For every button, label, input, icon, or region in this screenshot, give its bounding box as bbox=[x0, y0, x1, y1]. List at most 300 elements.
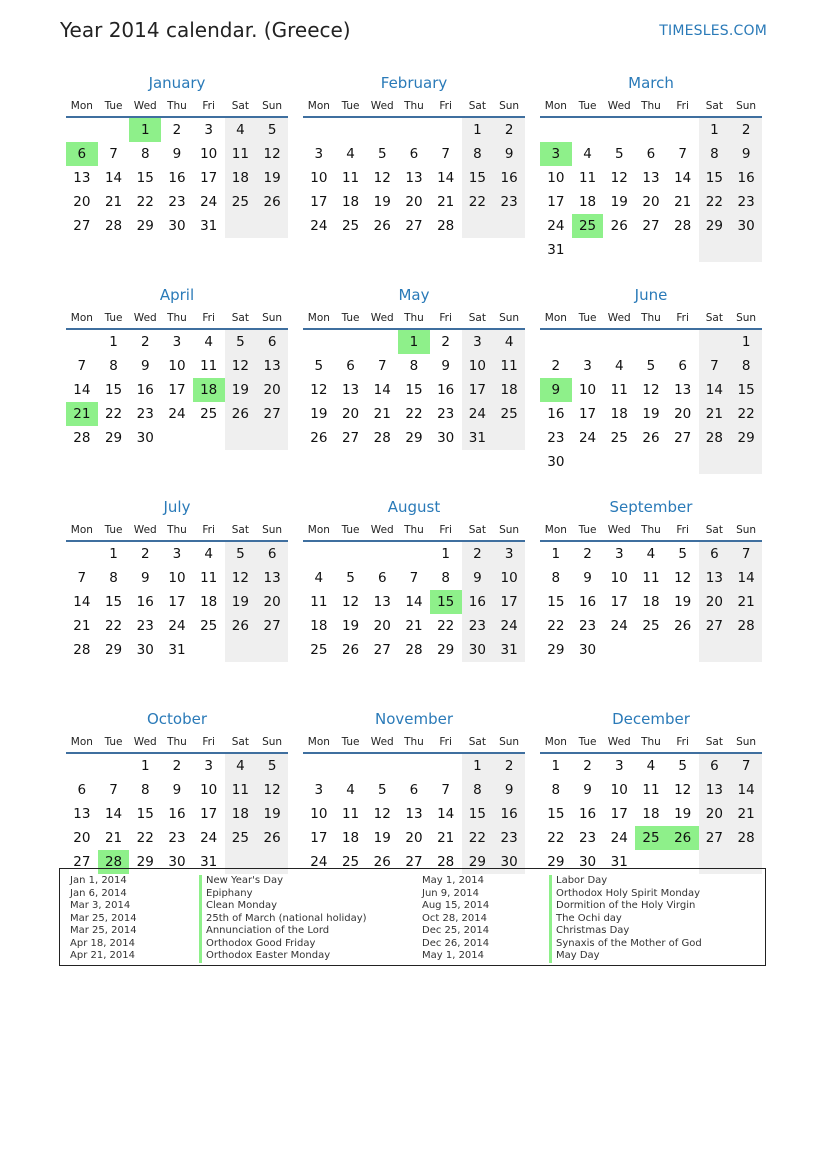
empty-cell bbox=[572, 117, 604, 142]
day-cell: 23 bbox=[462, 614, 494, 638]
day-cell: 27 bbox=[405, 218, 423, 234]
day-header: Thu bbox=[635, 308, 667, 329]
day-cell: 3 bbox=[204, 122, 213, 138]
day-header: Sat bbox=[225, 520, 257, 541]
day-header: Sun bbox=[730, 732, 762, 753]
empty-cell bbox=[66, 541, 98, 566]
empty-cell bbox=[66, 753, 98, 778]
day-cell: 23 bbox=[578, 618, 597, 634]
day-cell: 25 bbox=[493, 402, 525, 426]
day-cell: 1 bbox=[462, 753, 494, 778]
legend-dates-right bbox=[422, 875, 489, 963]
day-cell: 2 bbox=[172, 758, 182, 774]
month-table bbox=[66, 308, 288, 450]
day-cell: 23 bbox=[493, 826, 525, 850]
day-cell: 27 bbox=[73, 854, 91, 870]
day-cell: 1 bbox=[699, 117, 731, 142]
month-name: November bbox=[374, 710, 454, 728]
day-cell: 1 bbox=[140, 758, 150, 774]
day-cell: 19 bbox=[642, 406, 660, 422]
day-cell: 19 bbox=[674, 594, 692, 610]
day-cell: 20 bbox=[73, 830, 91, 846]
day-cell: 17 bbox=[168, 382, 186, 398]
day-cell: 23 bbox=[168, 194, 186, 210]
month-march bbox=[540, 72, 762, 284]
day-cell: 25 bbox=[225, 190, 257, 214]
holiday-date: May 1, 2014 bbox=[422, 875, 485, 886]
day-cell: 21 bbox=[437, 830, 455, 846]
day-cell: 21 bbox=[730, 590, 762, 614]
empty-cell bbox=[398, 117, 430, 142]
day-cell: 1 bbox=[462, 117, 494, 142]
day-cell: 12 bbox=[642, 382, 660, 398]
day-cell: 23 bbox=[437, 406, 455, 422]
day-cell: 9 bbox=[140, 570, 150, 586]
empty-cell bbox=[699, 450, 731, 474]
day-cell: 11 bbox=[200, 358, 218, 374]
day-cell: 14 bbox=[437, 170, 455, 186]
empty-cell bbox=[667, 638, 699, 662]
day-cell: 2 bbox=[551, 358, 561, 374]
day-cell: 13 bbox=[341, 382, 360, 398]
day-cell: 29 bbox=[547, 642, 565, 658]
empty-cell bbox=[667, 117, 699, 142]
day-cell: 11 bbox=[200, 570, 218, 586]
day-header: Sun bbox=[493, 96, 525, 117]
day-cell: 25 bbox=[225, 826, 257, 850]
empty-cell bbox=[398, 753, 430, 778]
day-cell: 21 bbox=[104, 830, 123, 846]
day-cell: 11 bbox=[493, 354, 525, 378]
day-cell: 19 bbox=[373, 194, 391, 210]
day-cell: 11 bbox=[225, 778, 257, 802]
day-cell: 22 bbox=[730, 402, 762, 426]
empty-cell bbox=[366, 541, 398, 566]
empty-cell bbox=[603, 450, 635, 474]
day-cell: 13 bbox=[405, 170, 423, 186]
day-cell: 11 bbox=[225, 142, 257, 166]
empty-cell bbox=[540, 329, 572, 354]
day-cell: 8 bbox=[699, 142, 731, 166]
day-cell: 26 bbox=[674, 618, 692, 634]
holiday-name: The Ochi day bbox=[549, 913, 702, 926]
month-table bbox=[303, 732, 525, 874]
day-cell: 24 bbox=[200, 194, 218, 210]
day-cell: 24 bbox=[578, 430, 597, 446]
day-cell: 21 bbox=[73, 618, 91, 634]
day-header: Fri bbox=[667, 96, 699, 117]
day-header: Sat bbox=[462, 520, 494, 541]
day-header: Mon bbox=[540, 520, 572, 541]
empty-cell bbox=[335, 753, 367, 778]
day-cell: 25 bbox=[341, 854, 360, 870]
day-header: Wed bbox=[129, 96, 161, 117]
empty-cell bbox=[303, 329, 335, 354]
day-cell: 13 bbox=[256, 566, 288, 590]
day-cell: 10 bbox=[462, 354, 494, 378]
day-cell: 11 bbox=[642, 570, 660, 586]
day-cell: 19 bbox=[310, 406, 328, 422]
day-header: Wed bbox=[366, 96, 398, 117]
day-header: Fri bbox=[667, 732, 699, 753]
day-cell: 12 bbox=[610, 170, 628, 186]
day-cell: 12 bbox=[225, 566, 257, 590]
day-cell: 27 bbox=[642, 218, 660, 234]
day-cell: 18 bbox=[642, 594, 660, 610]
day-header: Fri bbox=[430, 732, 462, 753]
day-header: Wed bbox=[603, 96, 635, 117]
day-header: Tue bbox=[335, 520, 367, 541]
day-header: Sun bbox=[730, 520, 762, 541]
day-cell: 16 bbox=[547, 406, 565, 422]
day-cell: 26 bbox=[373, 218, 391, 234]
day-cell: 5 bbox=[256, 753, 288, 778]
day-cell: 14 bbox=[73, 382, 91, 398]
day-cell: 3 bbox=[462, 329, 494, 354]
day-cell: 24 bbox=[462, 402, 494, 426]
holiday-name: 25th of March (national holiday) bbox=[199, 913, 367, 926]
holiday-name: Labor Day bbox=[549, 875, 702, 888]
day-header: Thu bbox=[398, 96, 430, 117]
day-header: Tue bbox=[98, 96, 130, 117]
day-cell: 30 bbox=[462, 638, 494, 662]
day-cell: 19 bbox=[225, 590, 257, 614]
day-cell: 8 bbox=[730, 354, 762, 378]
day-cell: 10 bbox=[610, 782, 628, 798]
holiday-date: Mar 3, 2014 bbox=[70, 900, 131, 911]
day-cell: 21 bbox=[66, 402, 98, 426]
day-cell: 25 bbox=[635, 826, 667, 850]
empty-cell bbox=[572, 450, 604, 474]
empty-cell bbox=[225, 426, 257, 450]
day-cell: 14 bbox=[104, 170, 123, 186]
day-cell: 24 bbox=[200, 830, 218, 846]
day-header: Wed bbox=[129, 520, 161, 541]
day-cell: 17 bbox=[310, 194, 328, 210]
day-cell: 2 bbox=[493, 753, 525, 778]
day-cell: 12 bbox=[674, 570, 692, 586]
day-header: Mon bbox=[66, 520, 98, 541]
day-cell: 11 bbox=[341, 806, 360, 822]
day-cell: 16 bbox=[437, 382, 455, 398]
month-name: February bbox=[380, 74, 448, 92]
day-header: Wed bbox=[603, 520, 635, 541]
day-cell: 20 bbox=[256, 378, 288, 402]
empty-cell bbox=[366, 329, 398, 354]
day-cell: 9 bbox=[730, 142, 762, 166]
day-cell: 8 bbox=[551, 570, 561, 586]
day-header: Mon bbox=[540, 308, 572, 329]
day-cell: 15 bbox=[136, 170, 154, 186]
day-header: Thu bbox=[635, 96, 667, 117]
day-cell: 14 bbox=[730, 778, 762, 802]
day-cell: 28 bbox=[437, 854, 455, 870]
day-header: Mon bbox=[303, 732, 335, 753]
day-cell: 3 bbox=[583, 358, 592, 374]
day-cell: 24 bbox=[547, 218, 565, 234]
day-cell: 8 bbox=[409, 358, 419, 374]
month-name: April bbox=[159, 286, 195, 304]
day-cell: 10 bbox=[200, 146, 218, 162]
day-cell: 30 bbox=[730, 214, 762, 238]
day-cell: 11 bbox=[610, 382, 628, 398]
day-cell: 9 bbox=[172, 146, 182, 162]
day-cell: 7 bbox=[409, 570, 419, 586]
day-cell: 2 bbox=[441, 334, 450, 350]
month-table bbox=[303, 520, 525, 662]
day-cell: 8 bbox=[109, 358, 118, 374]
day-cell: 24 bbox=[168, 618, 186, 634]
day-header: Tue bbox=[335, 308, 367, 329]
day-cell: 2 bbox=[583, 758, 592, 774]
day-cell: 7 bbox=[730, 541, 762, 566]
day-cell: 28 bbox=[437, 218, 455, 234]
month-august bbox=[303, 496, 525, 708]
day-cell: 27 bbox=[256, 614, 288, 638]
day-header: Thu bbox=[398, 308, 430, 329]
day-cell: 8 bbox=[140, 146, 150, 162]
day-header: Thu bbox=[161, 96, 193, 117]
day-cell: 13 bbox=[73, 170, 91, 186]
day-cell: 17 bbox=[462, 378, 494, 402]
holiday-name: Dormition of the Holy Virgin bbox=[549, 900, 702, 913]
day-cell: 8 bbox=[109, 570, 118, 586]
day-cell: 12 bbox=[373, 170, 391, 186]
day-cell: 11 bbox=[578, 170, 597, 186]
day-header: Tue bbox=[335, 732, 367, 753]
empty-cell bbox=[98, 117, 130, 142]
day-header: Mon bbox=[66, 96, 98, 117]
empty-cell bbox=[193, 426, 225, 450]
day-header: Thu bbox=[161, 308, 193, 329]
day-cell: 26 bbox=[642, 430, 660, 446]
empty-cell bbox=[303, 753, 335, 778]
day-cell: 12 bbox=[225, 354, 257, 378]
day-cell: 24 bbox=[610, 830, 628, 846]
day-header: Sun bbox=[730, 96, 762, 117]
day-header: Fri bbox=[193, 732, 225, 753]
day-cell: 15 bbox=[730, 378, 762, 402]
day-cell: 4 bbox=[346, 146, 355, 162]
day-header: Sun bbox=[493, 308, 525, 329]
holiday-name: Synaxis of the Mother of God bbox=[549, 938, 702, 951]
day-cell: 18 bbox=[341, 194, 360, 210]
empty-cell bbox=[366, 117, 398, 142]
day-cell: 20 bbox=[256, 590, 288, 614]
day-cell: 1 bbox=[398, 329, 430, 354]
day-cell: 28 bbox=[674, 218, 692, 234]
day-cell: 23 bbox=[578, 830, 597, 846]
holiday-date: Apr 18, 2014 bbox=[70, 937, 136, 949]
day-cell: 9 bbox=[493, 142, 525, 166]
day-cell: 18 bbox=[193, 378, 225, 402]
month-table bbox=[303, 96, 525, 238]
day-cell: 19 bbox=[610, 194, 628, 210]
day-cell: 26 bbox=[310, 430, 328, 446]
day-cell: 25 bbox=[572, 214, 604, 238]
empty-cell bbox=[699, 638, 731, 662]
day-cell: 27 bbox=[699, 826, 731, 850]
empty-cell bbox=[98, 753, 130, 778]
holiday-date: Mar 25, 2014 bbox=[70, 925, 137, 936]
day-cell: 19 bbox=[373, 830, 391, 846]
empty-cell bbox=[335, 117, 367, 142]
day-cell: 3 bbox=[614, 546, 624, 562]
empty-cell bbox=[462, 214, 494, 238]
day-header: Thu bbox=[398, 732, 430, 753]
day-cell: 13 bbox=[699, 566, 731, 590]
day-header: Mon bbox=[66, 308, 98, 329]
day-header: Tue bbox=[98, 308, 130, 329]
calendar-grid bbox=[66, 72, 762, 908]
day-cell: 5 bbox=[377, 782, 387, 798]
day-header: Sun bbox=[256, 308, 288, 329]
day-cell: 15 bbox=[462, 166, 494, 190]
day-cell: 5 bbox=[678, 546, 687, 562]
day-cell: 10 bbox=[547, 170, 565, 186]
day-cell: 9 bbox=[140, 358, 150, 374]
day-cell: 17 bbox=[168, 594, 186, 610]
day-cell: 6 bbox=[66, 142, 98, 166]
day-cell: 22 bbox=[462, 826, 494, 850]
day-cell: 17 bbox=[547, 194, 565, 210]
day-cell: 16 bbox=[493, 802, 525, 826]
day-header: Wed bbox=[366, 520, 398, 541]
day-cell: 14 bbox=[104, 806, 123, 822]
day-cell: 21 bbox=[437, 194, 455, 210]
holiday-date: Oct 28, 2014 bbox=[422, 912, 487, 924]
day-cell: 30 bbox=[547, 454, 565, 470]
day-cell: 5 bbox=[678, 758, 687, 774]
day-cell: 26 bbox=[667, 826, 699, 850]
day-cell: 13 bbox=[642, 170, 660, 186]
month-name: July bbox=[163, 498, 191, 516]
day-cell: 10 bbox=[168, 358, 186, 374]
page-title: Year 2014 calendar. (Greece) bbox=[60, 18, 351, 42]
day-cell: 29 bbox=[104, 642, 123, 658]
day-header: Sun bbox=[256, 520, 288, 541]
day-cell: 18 bbox=[341, 830, 360, 846]
month-name: August bbox=[387, 498, 441, 516]
day-header: Tue bbox=[98, 732, 130, 753]
empty-cell bbox=[225, 214, 257, 238]
day-header: Wed bbox=[603, 732, 635, 753]
day-cell: 25 bbox=[642, 618, 660, 634]
day-cell: 27 bbox=[674, 430, 692, 446]
day-cell: 4 bbox=[646, 546, 656, 562]
day-cell: 7 bbox=[77, 358, 87, 374]
legend-names-right bbox=[549, 875, 702, 963]
empty-cell bbox=[493, 426, 525, 450]
day-cell: 17 bbox=[493, 590, 525, 614]
day-cell: 15 bbox=[699, 166, 731, 190]
day-cell: 7 bbox=[109, 782, 118, 798]
day-cell: 10 bbox=[310, 806, 328, 822]
day-cell: 29 bbox=[730, 426, 762, 450]
day-header: Sun bbox=[493, 732, 525, 753]
empty-cell bbox=[635, 238, 667, 262]
day-cell: 20 bbox=[699, 590, 731, 614]
day-cell: 10 bbox=[168, 570, 186, 586]
day-cell: 29 bbox=[136, 218, 154, 234]
day-cell: 24 bbox=[610, 618, 628, 634]
day-cell: 3 bbox=[172, 546, 182, 562]
day-cell: 7 bbox=[77, 570, 87, 586]
empty-cell bbox=[335, 329, 367, 354]
empty-cell bbox=[635, 117, 667, 142]
day-cell: 5 bbox=[314, 358, 324, 374]
day-cell: 1 bbox=[109, 546, 118, 562]
day-cell: 27 bbox=[699, 614, 731, 638]
day-cell: 16 bbox=[168, 170, 186, 186]
month-name: March bbox=[628, 74, 674, 92]
month-table bbox=[540, 732, 762, 874]
day-cell: 1 bbox=[129, 117, 161, 142]
empty-cell bbox=[366, 753, 398, 778]
day-cell: 19 bbox=[674, 806, 692, 822]
day-header: Thu bbox=[398, 520, 430, 541]
day-cell: 3 bbox=[172, 334, 182, 350]
day-cell: 2 bbox=[493, 117, 525, 142]
day-header: Sat bbox=[699, 308, 731, 329]
day-cell: 31 bbox=[547, 242, 565, 258]
empty-cell bbox=[699, 238, 731, 262]
day-cell: 16 bbox=[136, 594, 154, 610]
day-cell: 26 bbox=[610, 218, 628, 234]
day-cell: 5 bbox=[346, 570, 355, 586]
day-cell: 6 bbox=[699, 541, 731, 566]
day-cell: 30 bbox=[136, 430, 154, 446]
day-cell: 15 bbox=[104, 594, 123, 610]
empty-cell bbox=[699, 329, 731, 354]
day-cell: 7 bbox=[441, 146, 450, 162]
day-cell: 21 bbox=[373, 406, 391, 422]
empty-cell bbox=[66, 117, 98, 142]
day-header: Wed bbox=[366, 308, 398, 329]
day-header: Fri bbox=[430, 96, 462, 117]
holiday-date: May 1, 2014 bbox=[422, 950, 485, 961]
day-cell: 22 bbox=[136, 194, 154, 210]
month-table bbox=[540, 308, 762, 474]
day-header: Sun bbox=[256, 732, 288, 753]
day-cell: 22 bbox=[405, 406, 423, 422]
day-cell: 2 bbox=[172, 122, 182, 138]
day-cell: 6 bbox=[409, 146, 419, 162]
day-cell: 14 bbox=[373, 382, 391, 398]
day-cell: 16 bbox=[578, 806, 597, 822]
day-cell: 18 bbox=[225, 166, 257, 190]
day-cell: 29 bbox=[547, 854, 565, 870]
day-cell: 20 bbox=[699, 802, 731, 826]
day-cell: 13 bbox=[256, 354, 288, 378]
holiday-date: Dec 25, 2014 bbox=[422, 925, 490, 936]
empty-cell bbox=[603, 329, 635, 354]
site-link[interactable]: TIMESLES.COM bbox=[659, 23, 767, 39]
month-name: October bbox=[146, 710, 208, 728]
day-cell: 29 bbox=[437, 642, 455, 658]
day-cell: 10 bbox=[493, 566, 525, 590]
empty-cell bbox=[572, 329, 604, 354]
day-header: Mon bbox=[303, 520, 335, 541]
day-header: Sat bbox=[462, 308, 494, 329]
day-cell: 24 bbox=[310, 218, 328, 234]
day-cell: 26 bbox=[341, 642, 360, 658]
day-cell: 30 bbox=[578, 642, 597, 658]
day-cell: 4 bbox=[614, 358, 624, 374]
day-cell: 10 bbox=[578, 382, 597, 398]
empty-cell bbox=[303, 117, 335, 142]
day-cell: 11 bbox=[310, 594, 328, 610]
